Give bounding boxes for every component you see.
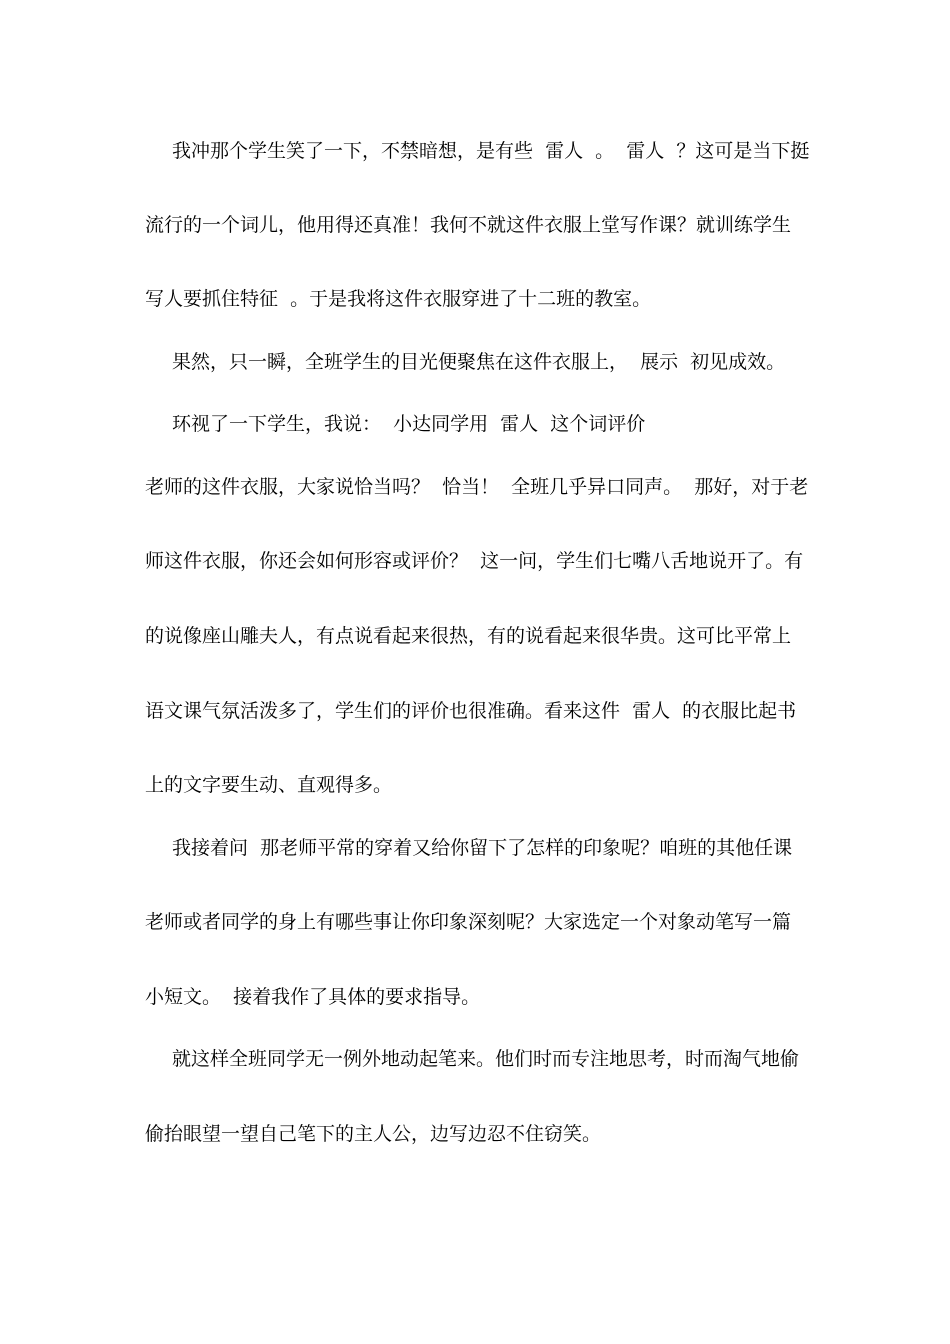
paragraph-line: 环视了一下学生，我说： 小达同学用 雷人 这个词评价 [172, 413, 646, 435]
paragraph-line: 果然，只一瞬，全班学生的目光便聚焦在这件衣服上， 展示 初见成效。 [172, 351, 786, 373]
paragraph-line: 老师的这件衣服，大家说恰当吗？ 恰当！ 全班几乎异口同声。 那好，对于老 [145, 476, 809, 498]
paragraph-line: 我冲那个学生笑了一下，不禁暗想，是有些 雷人 。 雷人 ？这可是当下挺 [172, 140, 810, 162]
paragraph-line: 写人要抓住特征 。于是我将这件衣服穿进了十二班的教室。 [145, 288, 652, 310]
paragraph-line: 的说像座山雕夫人，有点说看起来很热，有的说看起来很华贵。这可比平常上 [145, 625, 792, 647]
paragraph-line: 语文课气氛活泼多了，学生们的评价也很准确。看来这件 雷人 的衣服比起书 [145, 700, 797, 722]
paragraph-line: 流行的一个词儿，他用得还真准！我何不就这件衣服上堂写作课？就训练学生 [145, 214, 792, 236]
paragraph-line: 师这件衣服，你还会如何形容或评价？ 这一问，学生们七嘴八舌地说开了。有 [145, 550, 804, 572]
paragraph-line: 小短文。 接着我作了具体的要求指导。 [145, 986, 481, 1008]
paragraph-line: 就这样全班同学无一例外地动起笔来。他们时而专注地思考，时而淘气地偷 [172, 1048, 800, 1070]
paragraph-line: 老师或者同学的身上有哪些事让你印象深刻呢？大家选定一个对象动笔写一篇 [145, 911, 792, 933]
paragraph-line: 偷抬眼望一望自己笔下的主人公，边写边忍不住窃笑。 [145, 1123, 602, 1145]
paragraph-line: 上的文字要生动、直观得多。 [145, 774, 393, 796]
paragraph-line: 我接着问 那老师平常的穿着又给你留下了怎样的印象呢？咱班的其他任课 [172, 837, 793, 859]
